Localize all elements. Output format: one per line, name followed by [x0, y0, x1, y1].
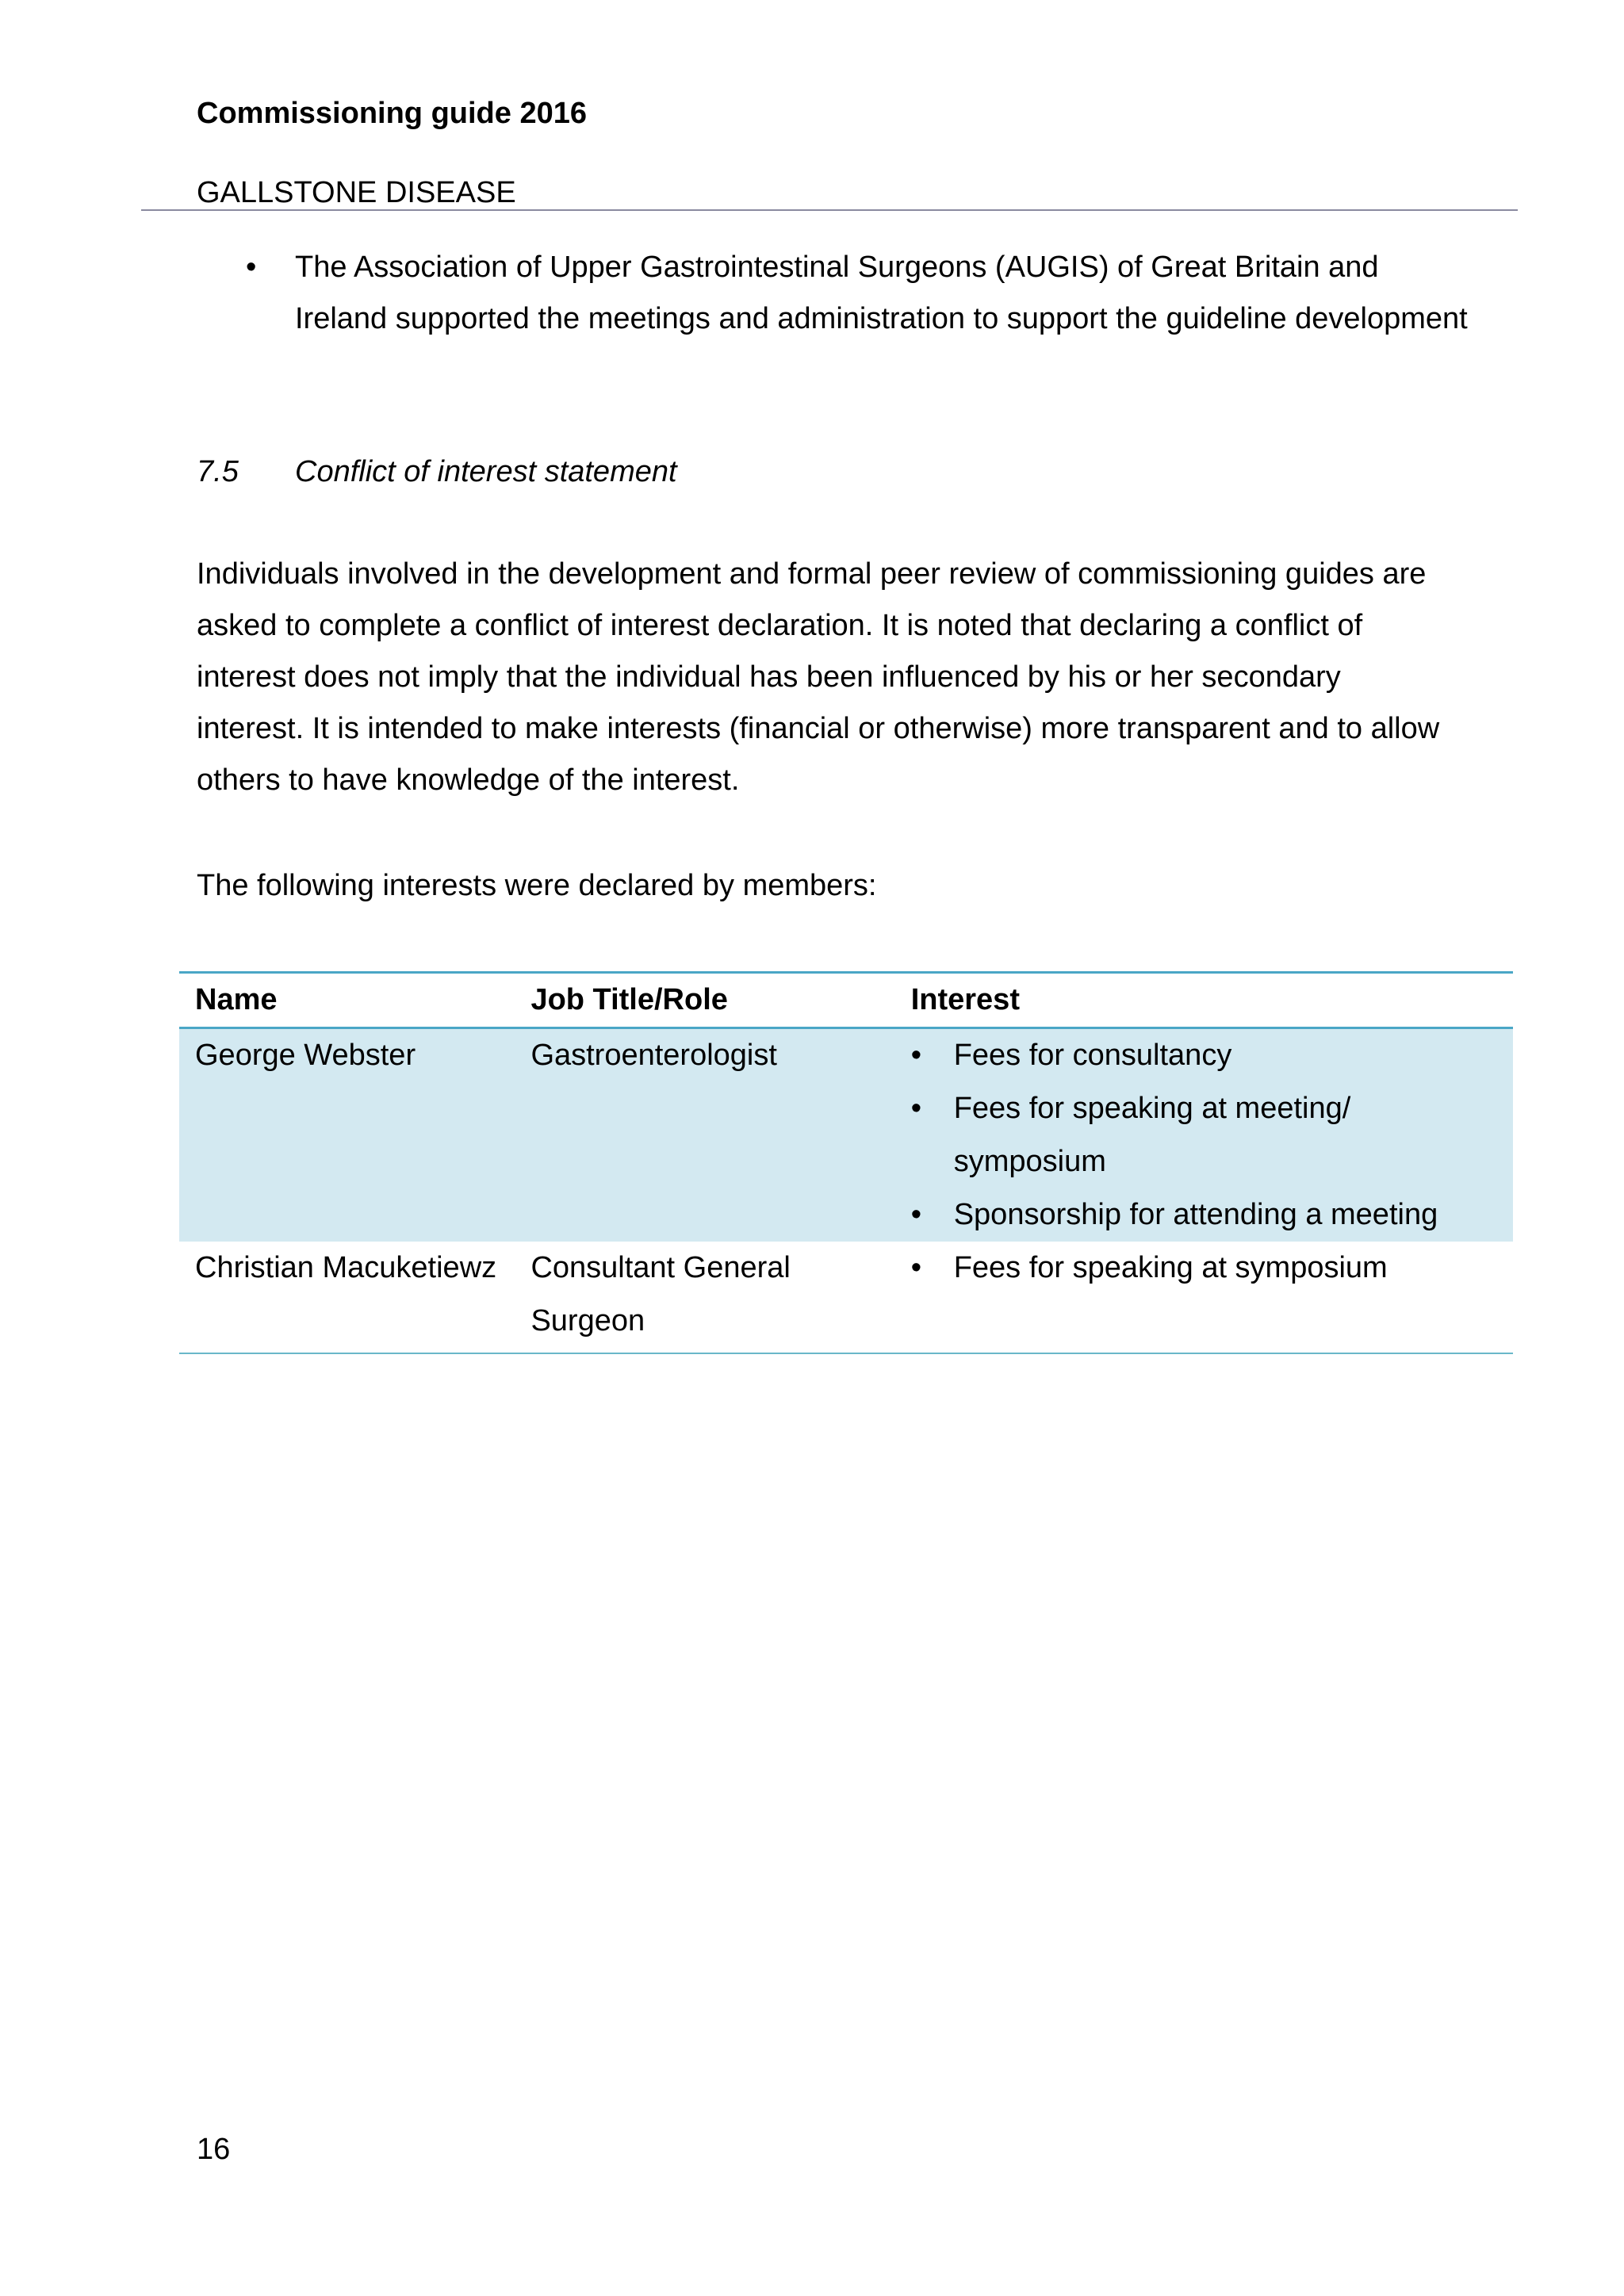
interest-list [911, 1029, 1497, 1242]
interest-list [911, 1242, 1497, 1295]
interest-item [911, 1082, 1497, 1188]
interest-text: Fees for speaking at symposium [953, 1251, 1388, 1284]
section-title: Conflict of interest statement [295, 455, 677, 488]
bullet-icon: • [910, 1092, 922, 1125]
interest-text: Fees for consultancy [953, 1039, 1232, 1072]
intro-paragraph: Individuals involved in the development and formal peer review of commissioning guides are asked to complete a conflict of interest declaration. It is noted that declaring a conflict of interest does not imply that the individual has been influenced by his or her secondary interest. It is intended to make interests (financial or otherwise) more transparent and to allow others to have knowledge of the interest. [197, 557, 1440, 797]
header-role: Job Title/Role [515, 973, 894, 1028]
interest-item [911, 1188, 1497, 1242]
section-heading [197, 448, 677, 496]
cell-role: Consultant General Surgeon [515, 1242, 894, 1353]
cell-interest [895, 1028, 1513, 1242]
page-number: 16 [197, 2133, 231, 2166]
section-number: 7.5 [197, 455, 239, 488]
cell-role: Gastroenterologist [515, 1028, 894, 1242]
document-title: Commissioning guide 2016 [197, 97, 587, 130]
interest-text: Sponsorship for attending a meeting [953, 1198, 1438, 1231]
bullet-text: The Association of Upper Gastrointestinal Surgeons (AUGIS) of Great Britain and Ireland supported the meetings and administration to support the guideline development [295, 251, 1468, 335]
header-interest: Interest [895, 973, 1513, 1028]
header-divider [141, 209, 1518, 211]
bullet-item [197, 242, 1468, 345]
document-subtitle: GALLSTONE DISEASE [197, 176, 516, 209]
table-row [179, 1242, 1513, 1353]
bullet-icon: • [910, 1039, 922, 1072]
cell-name: George Webster [179, 1028, 515, 1242]
table-row [179, 1028, 1513, 1242]
cell-name: Christian Macuketiewz [179, 1242, 515, 1353]
interest-item [911, 1029, 1497, 1082]
interests-table [179, 971, 1513, 1354]
bullet-icon: • [910, 1251, 922, 1284]
bullet-icon: • [246, 251, 257, 284]
table-header-row [179, 973, 1513, 1028]
bullet-icon: • [910, 1198, 922, 1231]
header-name: Name [179, 973, 515, 1028]
cell-interest [895, 1242, 1513, 1353]
interests-intro: The following interests were declared by members: [197, 869, 877, 902]
interest-text: Fees for speaking at meeting/ symposium [953, 1092, 1351, 1178]
interest-item [911, 1242, 1497, 1295]
